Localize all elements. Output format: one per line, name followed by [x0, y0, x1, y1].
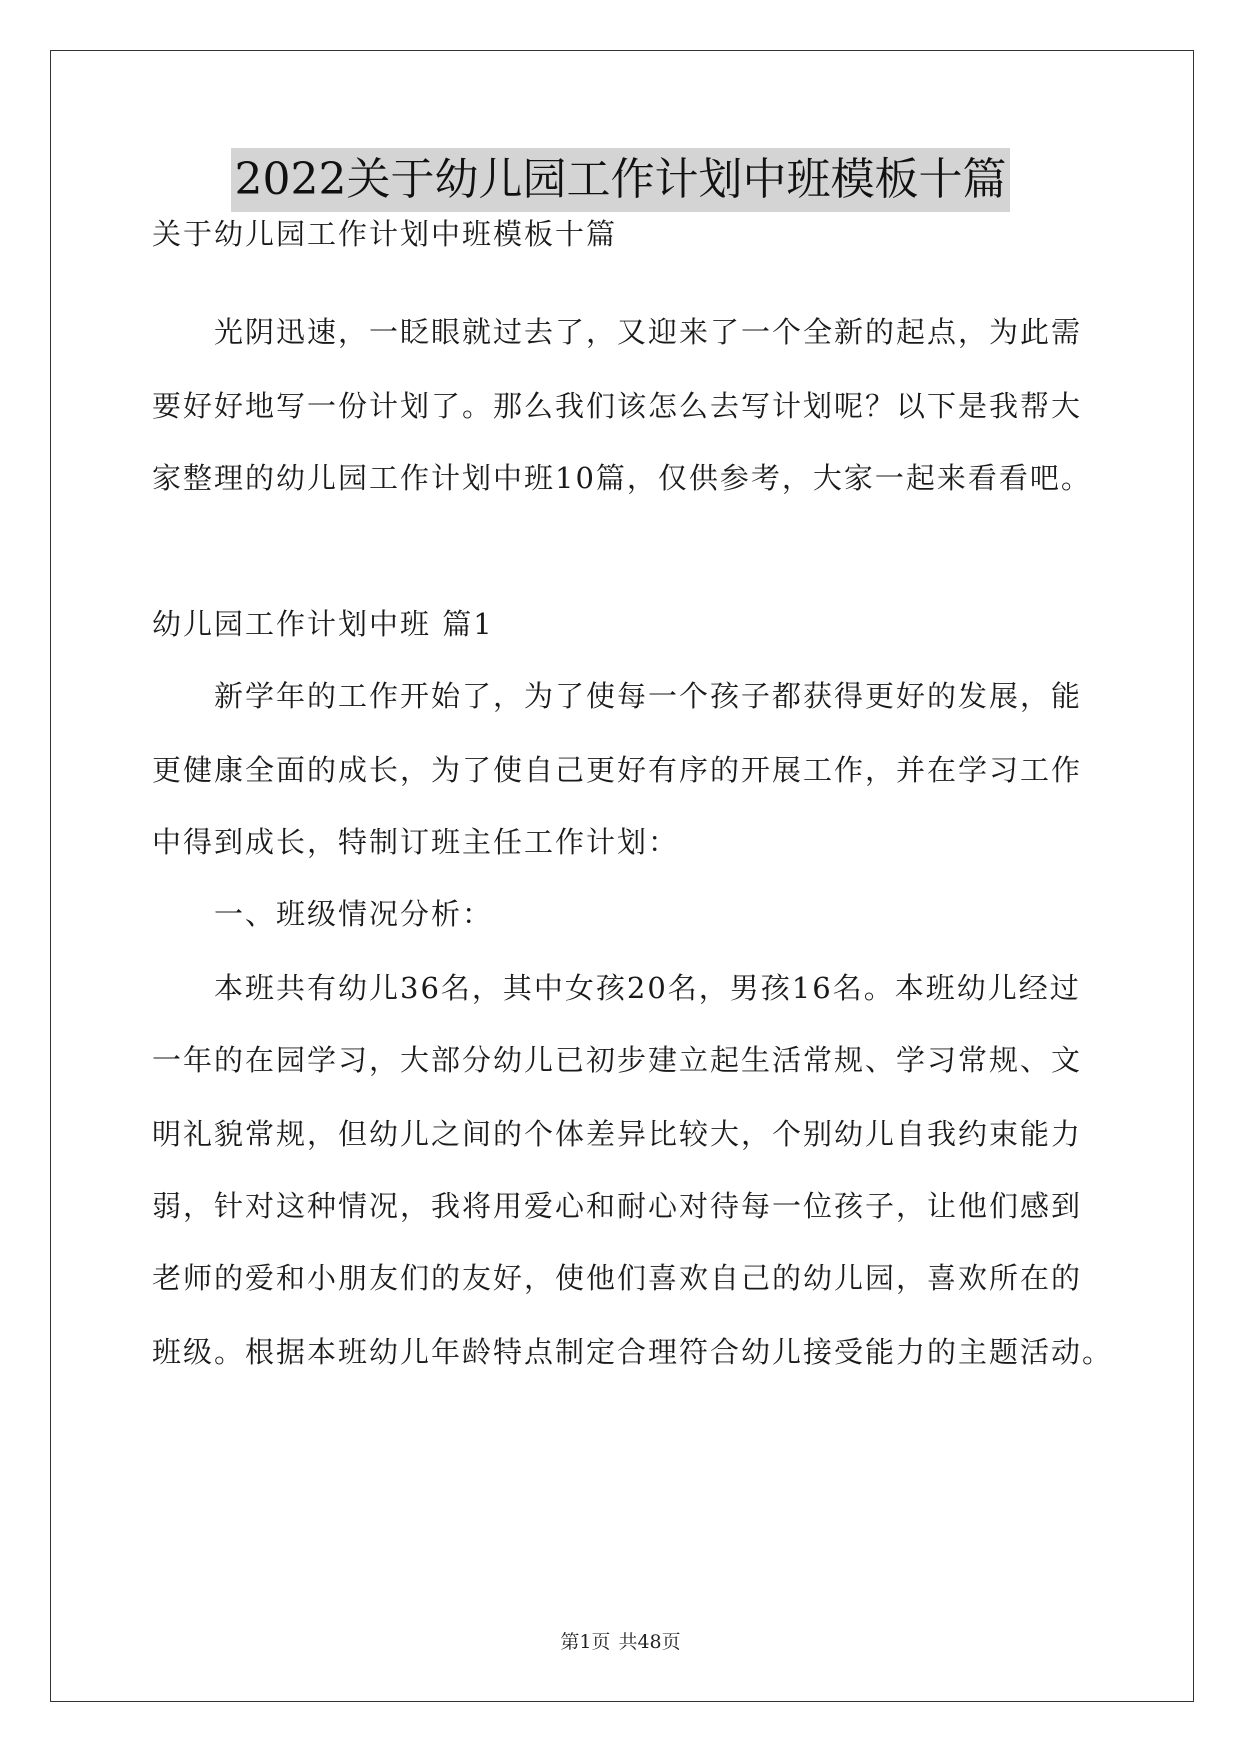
paragraph-line: 要好好地写一份计划了。那么我们该怎么去写计划呢？以下是我帮大 [152, 389, 1083, 423]
document-title: 2022关于幼儿园工作计划中班模板十篇 [231, 148, 1011, 212]
paragraph-line: 光阴迅速，一眨眼就过去了，又迎来了一个全新的起点，为此需 [214, 315, 1083, 349]
page-border [50, 50, 1194, 1702]
paragraph-line: 弱，针对这种情况，我将用爱心和耐心对待每一位孩子，让他们感到 [152, 1189, 1083, 1223]
page-number-footer: 第1页 共48页 [560, 1631, 681, 1653]
paragraph-line: 家整理的幼儿园工作计划中班10篇，仅供参考，大家一起来看看吧。 [152, 461, 1092, 495]
paragraph-line: 一年的在园学习，大部分幼儿已初步建立起生活常规、学习常规、文 [152, 1043, 1083, 1077]
paragraph-line: 更健康全面的成长，为了使自己更好有序的开展工作，并在学习工作 [152, 753, 1083, 787]
paragraph-line: 老师的爱和小朋友们的友好，使他们喜欢自己的幼儿园，喜欢所在的 [152, 1261, 1083, 1295]
paragraph-line: 明礼貌常规，但幼儿之间的个体差异比较大，个别幼儿自我约束能力 [152, 1117, 1083, 1151]
subsection-heading: 一、班级情况分析： [214, 897, 494, 931]
subtitle-line: 关于幼儿园工作计划中班模板十篇 [152, 217, 618, 251]
paragraph-line: 新学年的工作开始了，为了使每一个孩子都获得更好的发展，能 [214, 679, 1083, 713]
section-heading: 幼儿园工作计划中班 篇1 [152, 607, 494, 641]
paragraph-line: 班级。根据本班幼儿年龄特点制定合理符合幼儿接受能力的主题活动。 [152, 1335, 1114, 1369]
paragraph-line: 本班共有幼儿36名，其中女孩20名，男孩16名。本班幼儿经过 [214, 971, 1081, 1005]
title-container [0, 148, 1241, 212]
paragraph-line: 中得到成长，特制订班主任工作计划： [152, 825, 680, 859]
